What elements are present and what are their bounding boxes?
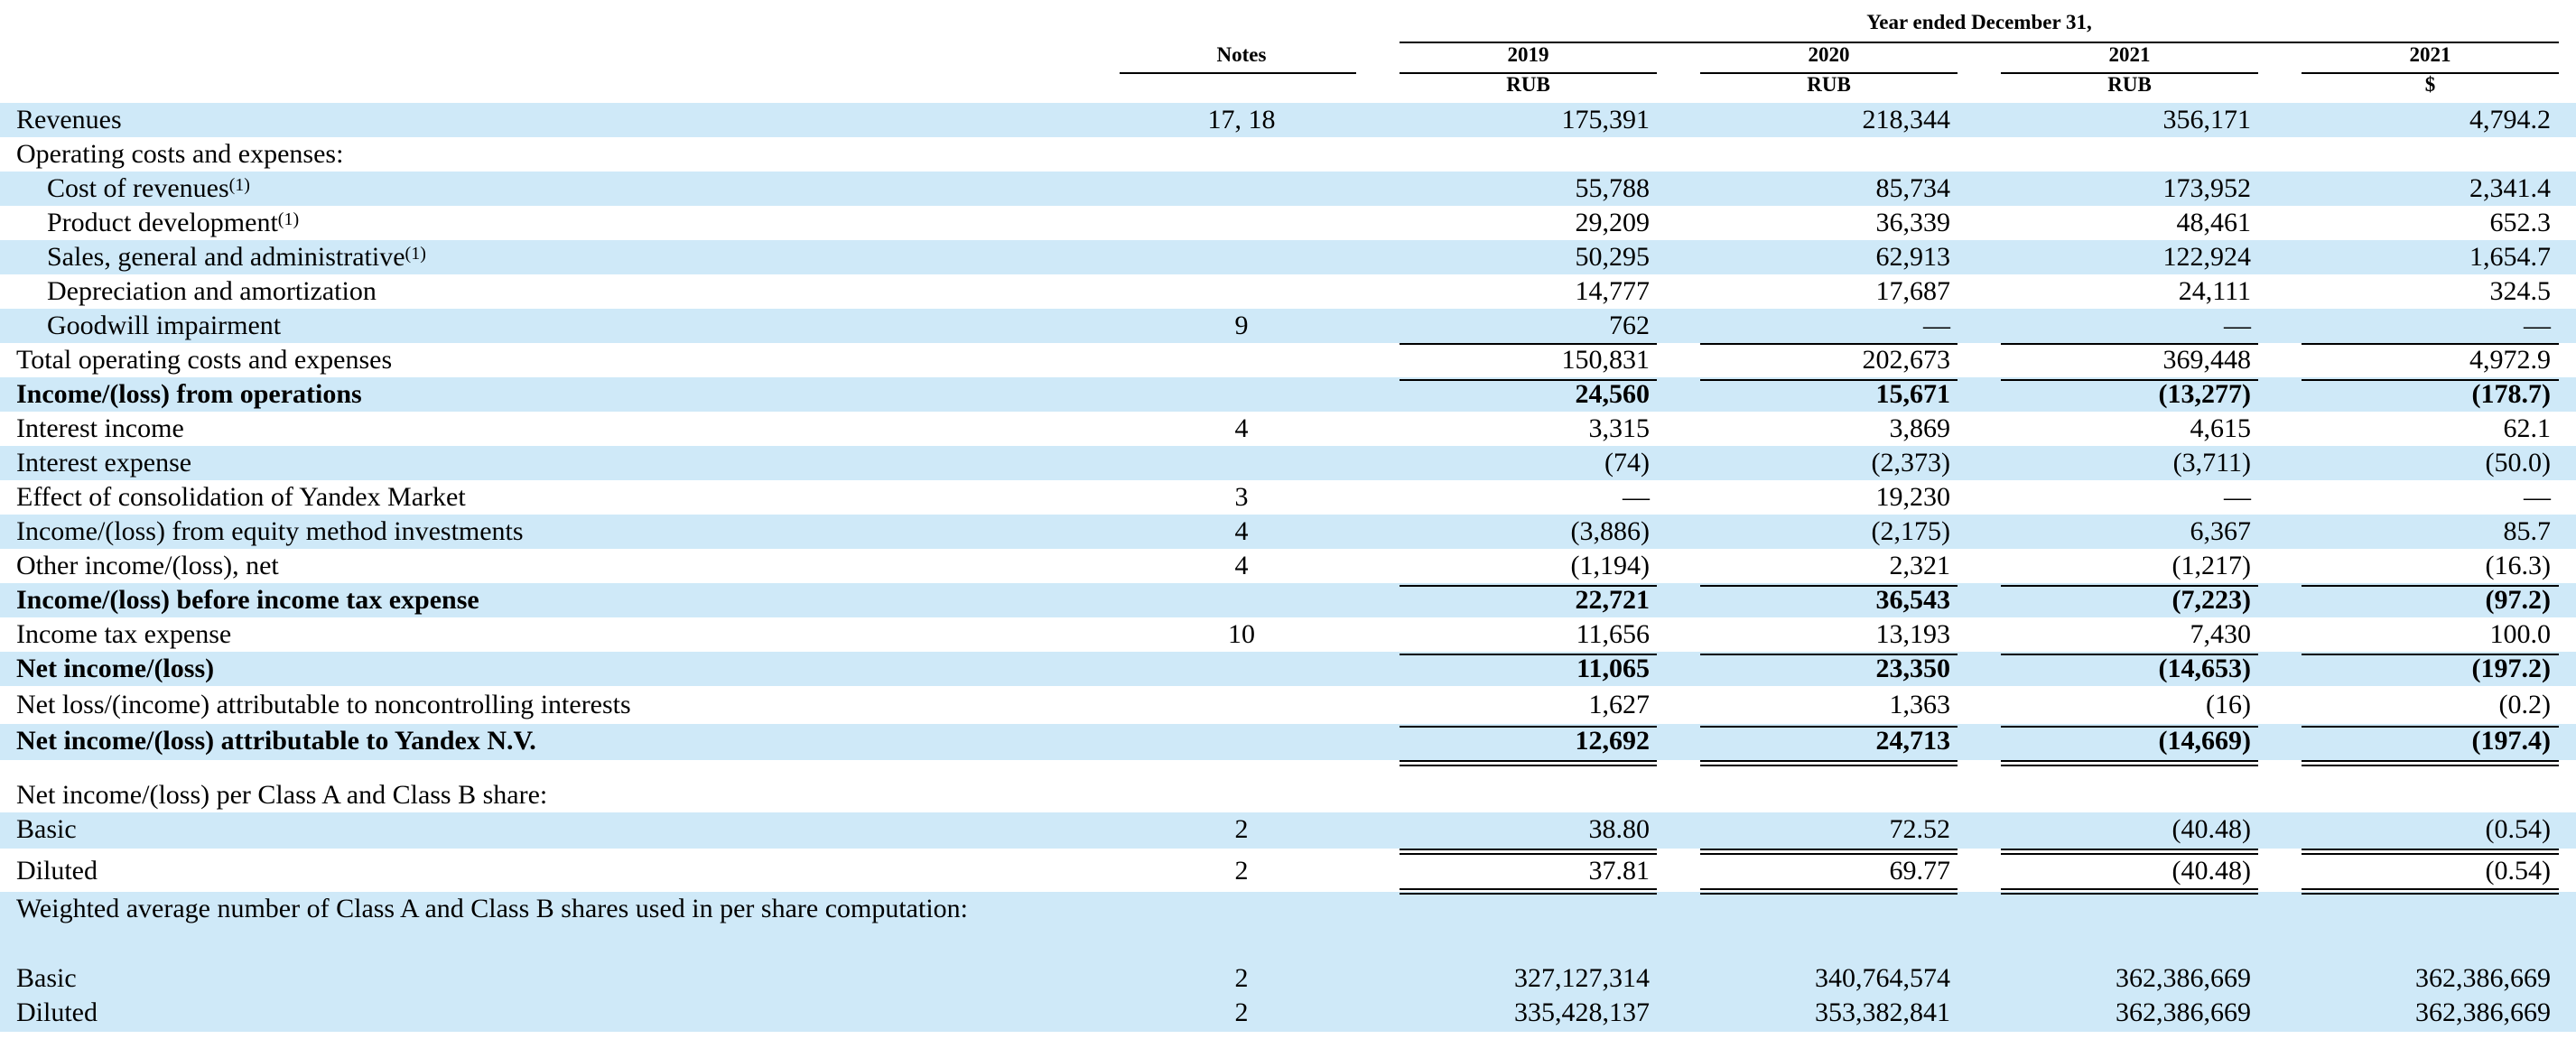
row-label: Cost of revenues$^{(1)}$	[47, 173, 250, 203]
row-value: 324.5	[2489, 276, 2551, 306]
row-value: 36,543	[1875, 585, 1950, 615]
row-notes: 4	[1234, 551, 1249, 580]
row-value: (13,277)	[2158, 379, 2251, 409]
subtotal-rule	[2302, 726, 2559, 728]
row-value: (40.48)	[2171, 856, 2251, 886]
table-row	[0, 172, 2576, 206]
table-row	[0, 309, 2576, 343]
row-value: (178.7)	[2471, 379, 2551, 409]
subtotal-rule	[2001, 585, 2258, 587]
row-value: 4,615	[2190, 413, 2251, 443]
row-label: Revenues	[16, 105, 122, 135]
total-double-rule	[2302, 760, 2559, 766]
row-value: 24,713	[1875, 726, 1950, 756]
table-row	[0, 515, 2576, 549]
table-row	[0, 961, 2576, 996]
column-year-header: 2021	[2108, 43, 2151, 66]
subtotal-rule	[1700, 379, 1958, 381]
table-row	[0, 583, 2576, 617]
row-value: 11,065	[1576, 654, 1650, 683]
subtotal-rule	[1400, 726, 1657, 728]
footnote-marker: (1)	[277, 209, 300, 229]
row-value: 14,777	[1575, 276, 1650, 306]
row-value: 24,111	[2178, 276, 2251, 306]
total-double-rule	[1700, 849, 1958, 855]
row-value: 202,673	[1862, 345, 1950, 375]
table-row	[0, 240, 2576, 274]
row-value: (40.48)	[2171, 814, 2251, 844]
notes-header-rule	[1120, 72, 1356, 74]
row-value: 362,386,669	[2116, 963, 2251, 993]
row-value: 85,734	[1875, 173, 1950, 203]
row-label: Basic	[16, 963, 77, 993]
row-label: Weighted average number of Class A and Class B shares used in per share computation:	[16, 894, 968, 923]
table-row	[0, 854, 2576, 888]
row-value: 362,386,669	[2116, 997, 2251, 1027]
column-currency-header: RUB	[1807, 73, 1851, 96]
row-value: 340,764,574	[1815, 963, 1950, 993]
row-label: Total operating costs and expenses	[16, 345, 393, 375]
row-value: 69.77	[1889, 856, 1950, 886]
row-label: Goodwill impairment	[47, 311, 282, 340]
subtotal-rule	[2001, 343, 2258, 345]
subtotal-rule	[1700, 726, 1958, 728]
row-notes: 9	[1234, 311, 1249, 340]
total-double-rule	[2001, 888, 2258, 895]
row-value: 55,788	[1575, 173, 1650, 203]
table-row	[0, 446, 2576, 480]
row-value: 11,656	[1576, 619, 1650, 649]
row-value: 1,363	[1889, 690, 1950, 719]
subtotal-rule	[1400, 654, 1657, 655]
row-value: 100.0	[2489, 619, 2551, 649]
row-label: Basic	[16, 814, 77, 844]
row-notes: 10	[1228, 619, 1255, 649]
footnote-marker: (1)	[228, 175, 250, 195]
row-label: Operating costs and expenses:	[16, 139, 344, 169]
table-row	[0, 206, 2576, 240]
row-value: 12,692	[1575, 726, 1650, 756]
subtotal-rule	[2302, 654, 2559, 655]
subtotal-rule	[2302, 379, 2559, 381]
subtotal-rule	[1400, 343, 1657, 345]
total-double-rule	[2302, 888, 2559, 895]
table-row	[0, 996, 2576, 1032]
row-notes: 17, 18	[1207, 105, 1276, 135]
row-value: 353,382,841	[1815, 997, 1950, 1027]
row-value: (0.54)	[2485, 856, 2551, 886]
row-value: —	[2524, 482, 2551, 512]
row-value: 72.52	[1889, 814, 1950, 844]
table-row	[0, 137, 2576, 172]
subtotal-rule	[2302, 343, 2559, 345]
row-value: (1,194)	[1570, 551, 1650, 580]
subtotal-rule	[1700, 585, 1958, 587]
row-label: Net income/(loss) per Class A and Class B share:	[16, 780, 548, 810]
row-value: —	[2224, 482, 2251, 512]
row-notes: 4	[1234, 516, 1249, 546]
row-value: —	[2524, 311, 2551, 340]
row-notes: 3	[1234, 482, 1249, 512]
row-value: 13,193	[1875, 619, 1950, 649]
row-notes: 2	[1234, 997, 1249, 1027]
footnote-marker: (1)	[405, 244, 426, 264]
row-value: (14,653)	[2158, 654, 2251, 683]
total-double-rule	[2302, 849, 2559, 855]
row-value: (2,175)	[1871, 516, 1950, 546]
row-value: 4,972.9	[2469, 345, 2551, 375]
row-value: (3,886)	[1570, 516, 1650, 546]
subtotal-rule	[2302, 585, 2559, 587]
subtotal-rule	[2001, 654, 2258, 655]
notes-header: Notes	[1216, 43, 1267, 66]
row-value: 15,671	[1875, 379, 1950, 409]
table-row	[0, 812, 2576, 849]
row-value: 3,869	[1889, 413, 1950, 443]
row-label: Interest expense	[16, 448, 192, 478]
row-value: 3,315	[1588, 413, 1650, 443]
total-double-rule	[1400, 888, 1657, 895]
row-value: (14,669)	[2158, 726, 2251, 756]
row-value: —	[1923, 311, 1950, 340]
row-value: 150,831	[1561, 345, 1650, 375]
row-notes: 2	[1234, 856, 1249, 886]
row-value: —	[2224, 311, 2251, 340]
row-value: 6,367	[2190, 516, 2251, 546]
table-row	[0, 778, 2576, 812]
row-value: (7,223)	[2171, 585, 2251, 615]
total-double-rule	[1700, 760, 1958, 766]
subtotal-rule	[1400, 585, 1657, 587]
row-label: Net income/(loss) attributable to Yandex N.V.	[16, 726, 536, 756]
row-value: (97.2)	[2485, 585, 2551, 615]
column-year-header: 2020	[1808, 43, 1850, 66]
row-value: (16.3)	[2485, 551, 2551, 580]
total-double-rule	[2001, 760, 2258, 766]
row-value: (0.2)	[2498, 690, 2551, 719]
column-currency-header: RUB	[1506, 73, 1550, 96]
subtotal-rule	[1700, 343, 1958, 345]
row-label: Other income/(loss), net	[16, 551, 279, 580]
row-value: 38.80	[1588, 814, 1650, 844]
subtotal-rule	[1700, 654, 1958, 655]
row-label: Income/(loss) from operations	[16, 379, 362, 409]
row-label: Income/(loss) from equity method investments	[16, 516, 524, 546]
row-value: (197.4)	[2471, 726, 2551, 756]
row-value: 652.3	[2489, 208, 2551, 237]
row-notes: 2	[1234, 963, 1249, 993]
row-value: 173,952	[2162, 173, 2251, 203]
total-double-rule	[1700, 888, 1958, 895]
subtotal-rule	[2001, 379, 2258, 381]
row-value: 1,654.7	[2469, 242, 2551, 272]
row-value: 2,321	[1889, 551, 1950, 580]
row-value: 362,386,669	[2415, 997, 2551, 1027]
row-value: (16)	[2206, 690, 2251, 719]
column-year-header: 2019	[1507, 43, 1549, 66]
column-year-header: 2021	[2409, 43, 2451, 66]
row-value: 62.1	[2503, 413, 2551, 443]
row-value: 327,127,314	[1514, 963, 1650, 993]
row-label: Interest income	[16, 413, 184, 443]
row-value: 7,430	[2190, 619, 2251, 649]
row-value: (1,217)	[2171, 551, 2251, 580]
row-value: 62,913	[1875, 242, 1950, 272]
row-value: —	[1623, 482, 1650, 512]
row-value: 29,209	[1575, 208, 1650, 237]
row-value: 1,627	[1588, 690, 1650, 719]
row-value: 24,560	[1575, 379, 1650, 409]
table-row	[0, 377, 2576, 412]
row-label: Effect of consolidation of Yandex Market	[16, 482, 466, 512]
row-label: Income tax expense	[16, 619, 232, 649]
row-value: 4,794.2	[2469, 105, 2551, 135]
row-value: (197.2)	[2471, 654, 2551, 683]
table-row	[0, 480, 2576, 515]
row-value: 762	[1609, 311, 1650, 340]
subtotal-rule	[1400, 379, 1657, 381]
total-double-rule	[1400, 760, 1657, 766]
row-value: (3,711)	[2172, 448, 2251, 478]
table-row	[0, 892, 2576, 961]
row-label: Net loss/(income) attributable to noncontrolling interests	[16, 690, 631, 719]
row-value: (2,373)	[1871, 448, 1950, 478]
table-row	[0, 274, 2576, 309]
table-row	[0, 549, 2576, 583]
row-value: 2,341.4	[2469, 173, 2551, 203]
table-row	[0, 103, 2576, 137]
row-value: 37.81	[1588, 856, 1650, 886]
row-value: 23,350	[1875, 654, 1950, 683]
column-currency-header: $	[2424, 73, 2436, 96]
row-value: 36,339	[1875, 208, 1950, 237]
row-value: 122,924	[2162, 242, 2251, 272]
row-value: 85.7	[2503, 516, 2551, 546]
table-row	[0, 724, 2576, 760]
row-value: 17,687	[1875, 276, 1950, 306]
row-label: Diluted	[16, 997, 98, 1027]
row-value: 175,391	[1561, 105, 1650, 135]
row-label: Income/(loss) before income tax expense	[16, 585, 479, 615]
row-label: Diluted	[16, 856, 98, 886]
total-double-rule	[2001, 849, 2258, 855]
period-header: Year ended December 31,	[1866, 11, 2092, 33]
row-value: 22,721	[1575, 585, 1650, 615]
row-value: (0.54)	[2485, 814, 2551, 844]
row-label: Net income/(loss)	[16, 654, 215, 683]
table-row	[0, 412, 2576, 446]
table-row	[0, 688, 2576, 722]
table-row	[0, 652, 2576, 686]
table-row	[0, 617, 2576, 652]
column-currency-header: RUB	[2107, 73, 2152, 96]
row-value: 48,461	[2176, 208, 2251, 237]
row-value: 335,428,137	[1514, 997, 1650, 1027]
subtotal-rule	[2001, 726, 2258, 728]
row-notes: 4	[1234, 413, 1249, 443]
row-value: 369,448	[2162, 345, 2251, 375]
row-notes: 2	[1234, 814, 1249, 844]
row-value: (74)	[1604, 448, 1650, 478]
row-value: 50,295	[1575, 242, 1650, 272]
row-value: 356,171	[2162, 105, 2251, 135]
row-value: 19,230	[1875, 482, 1950, 512]
row-value: (50.0)	[2485, 448, 2551, 478]
row-value: 362,386,669	[2415, 963, 2551, 993]
row-label: Product development$^{(1)}$	[47, 208, 300, 237]
table-row	[0, 343, 2576, 377]
row-label: Depreciation and amortization	[47, 276, 377, 306]
row-value: 218,344	[1862, 105, 1950, 135]
total-double-rule	[1400, 849, 1657, 855]
row-label: Sales, general and administrative$^{(1)}$	[47, 242, 426, 272]
